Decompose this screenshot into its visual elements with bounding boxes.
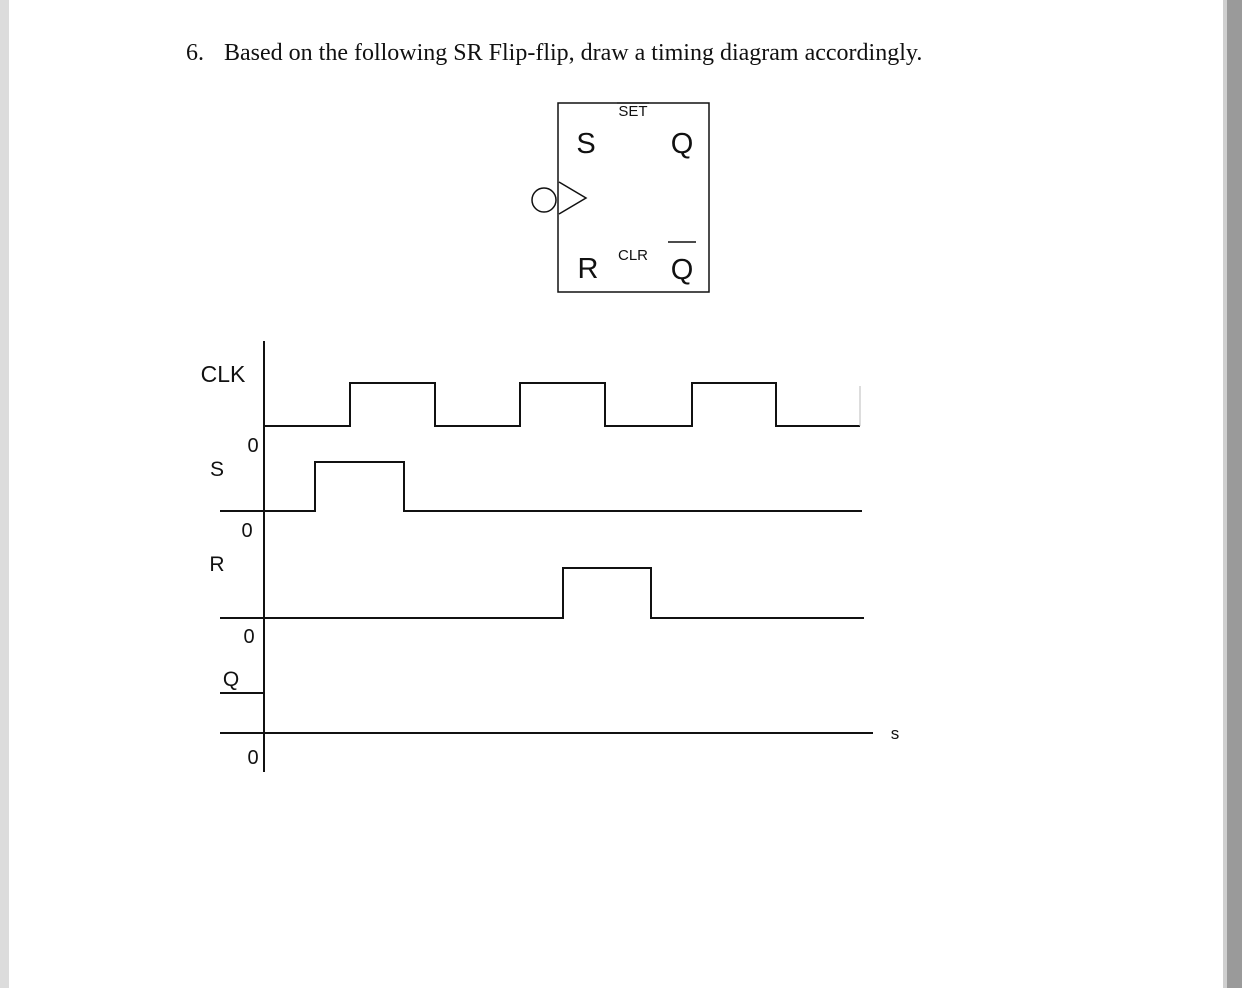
bottom-low-level-label: 0 xyxy=(247,747,259,769)
question-body: Based on the following SR Flip-flip, draw a timing diagram accordingly. xyxy=(224,40,923,66)
sr-flipflop-symbol xyxy=(532,103,709,292)
clock-bubble xyxy=(532,188,556,212)
clk-waveform xyxy=(264,383,860,426)
r-waveform xyxy=(264,568,864,618)
clk-signal-label: CLK xyxy=(200,361,246,387)
q-signal-label: Q xyxy=(222,668,240,691)
s-waveform xyxy=(264,462,862,511)
s-signal-label: S xyxy=(209,458,225,481)
r-signal-label: R xyxy=(209,553,225,576)
s-input-label: S xyxy=(576,128,596,160)
qbar-output-label: Q xyxy=(670,254,694,286)
timing-diagram xyxy=(220,341,873,772)
time-unit-label: s xyxy=(890,724,900,743)
set-label: SET xyxy=(618,103,648,120)
q-low-level-label: 0 xyxy=(243,626,255,648)
r-low-level-label: 0 xyxy=(241,520,253,542)
r-input-label: R xyxy=(577,253,599,285)
question-number: 6. xyxy=(186,40,204,66)
s-low-level-label: 0 xyxy=(247,435,259,457)
q-output-label: Q xyxy=(670,128,694,160)
clock-triangle xyxy=(559,182,586,214)
clr-label: CLR xyxy=(617,247,649,264)
